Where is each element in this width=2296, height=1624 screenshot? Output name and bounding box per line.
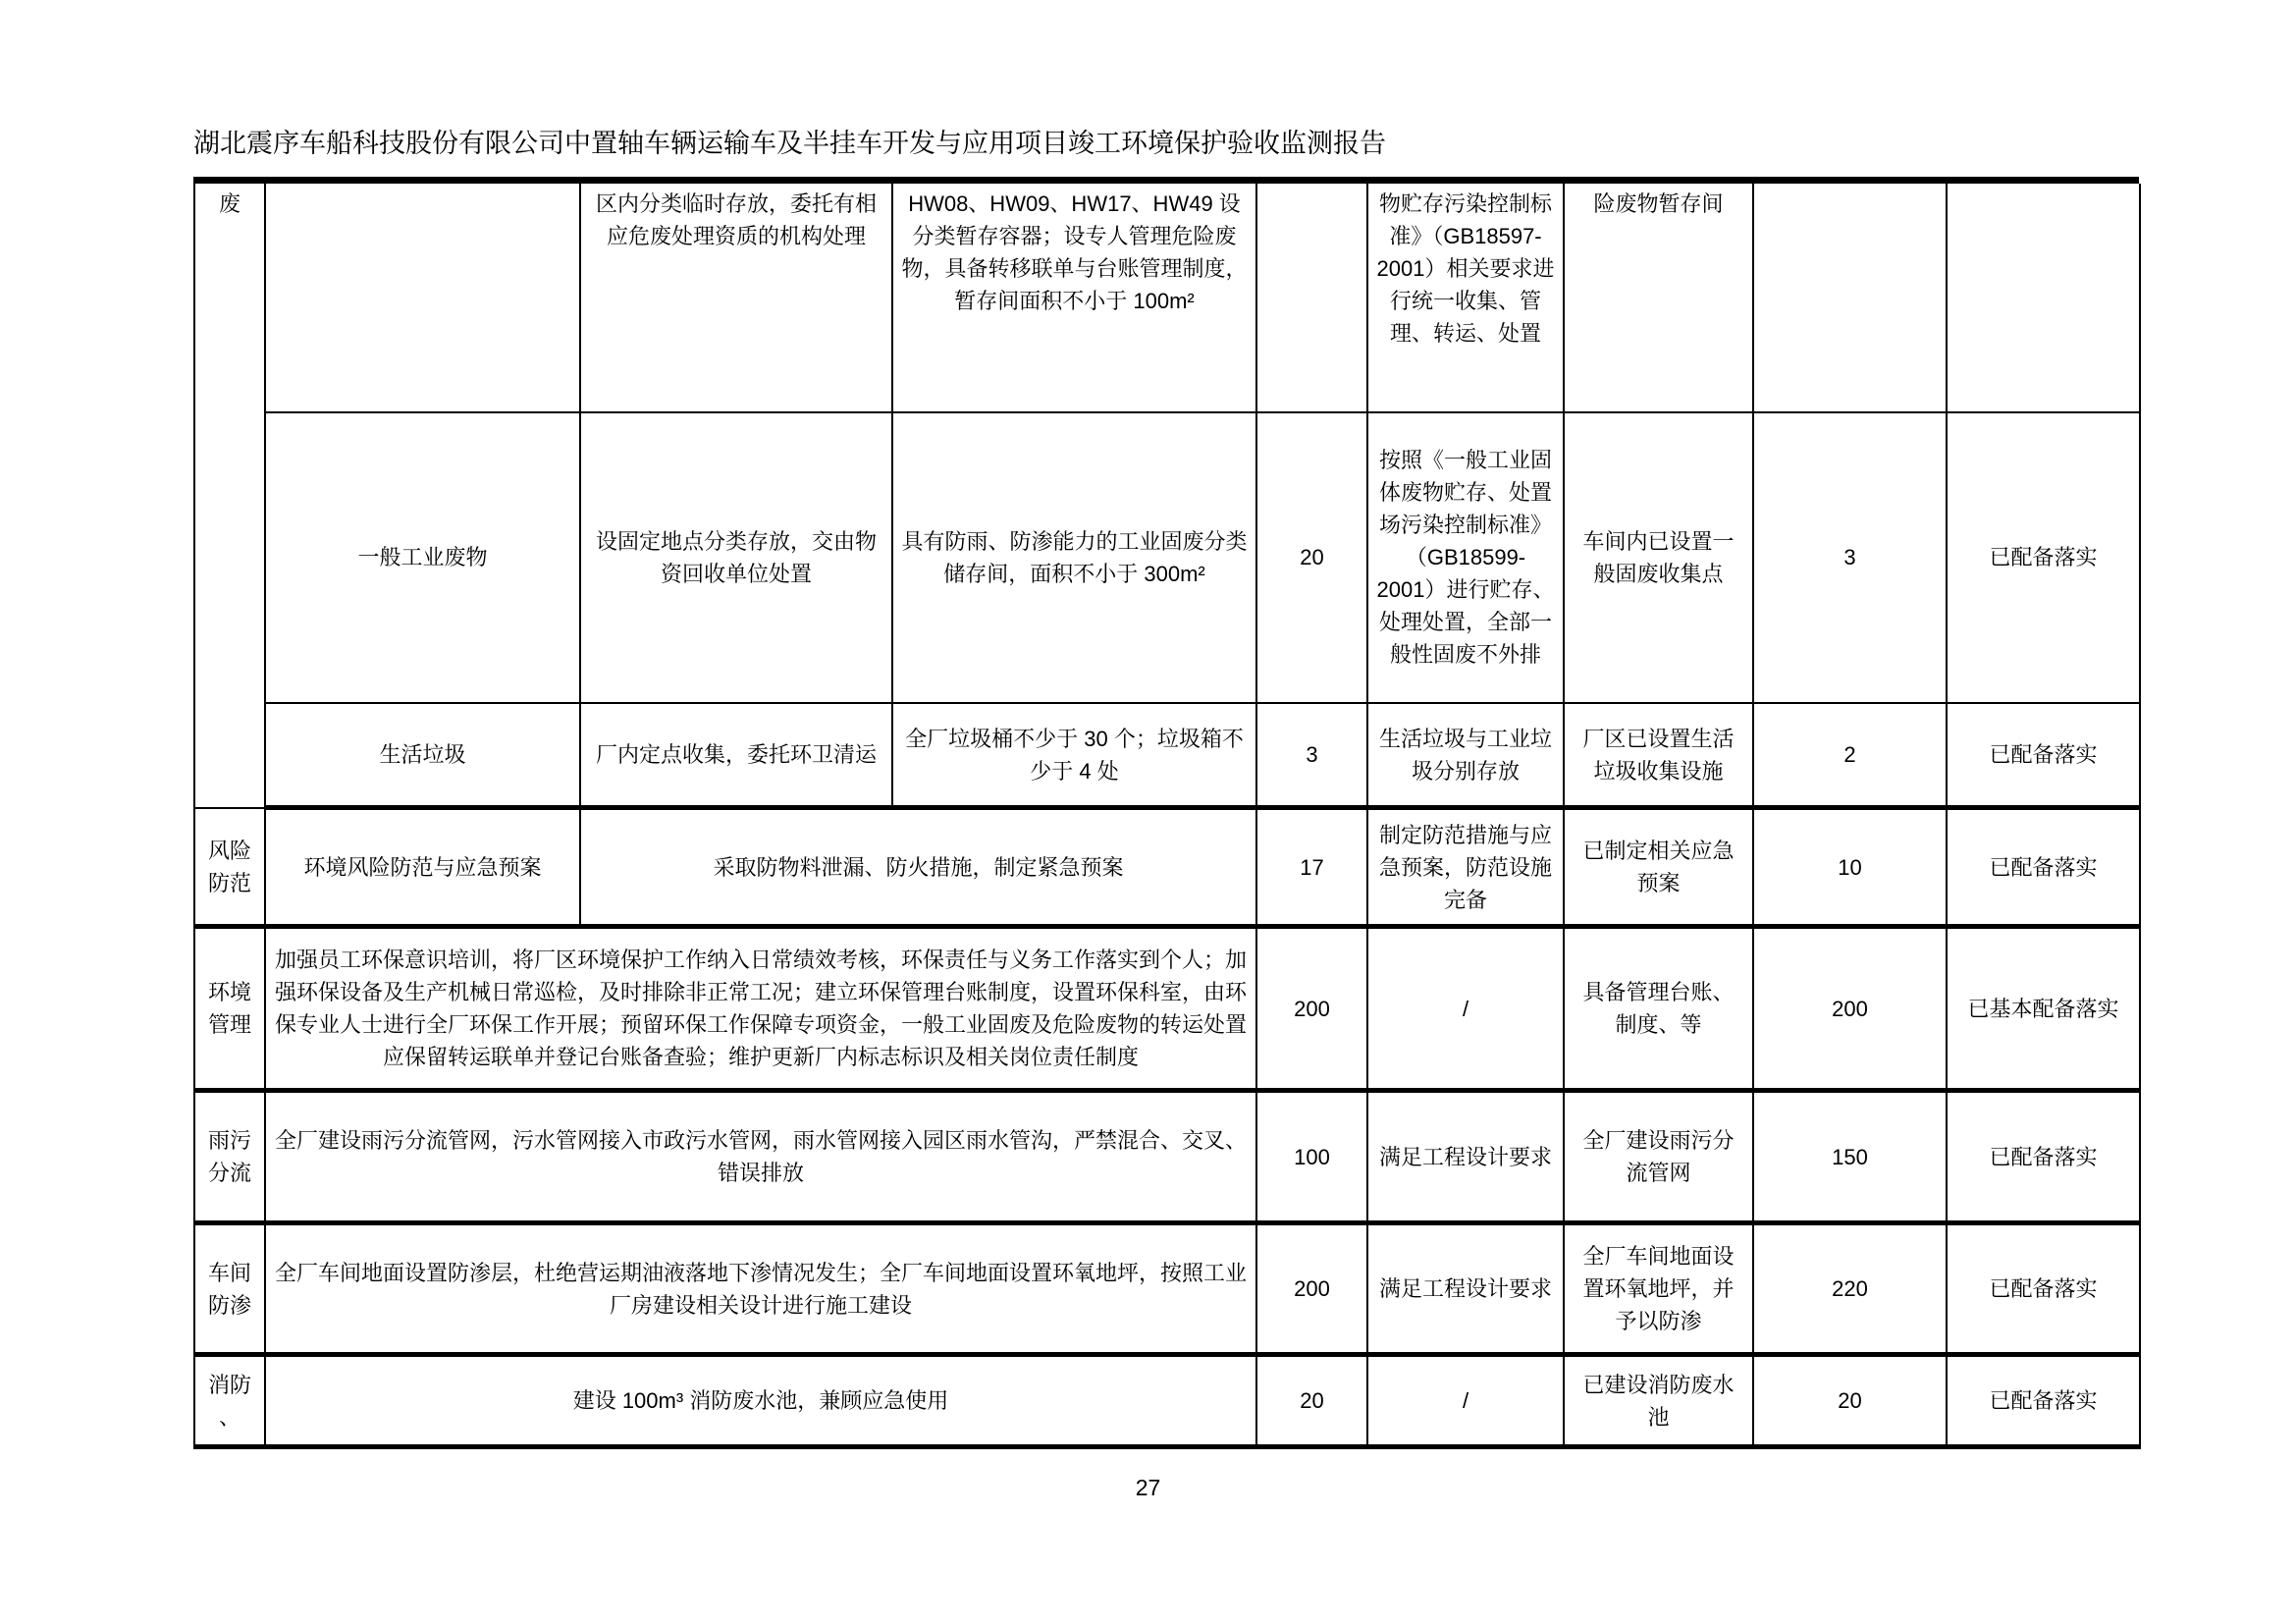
cell-requirement-general-waste: 具有防雨、防渗能力的工业固废分类储存间，面积不小于 300m² [892, 412, 1256, 703]
cell-actual-investment-workshop-antiseepage: 220 [1753, 1223, 1947, 1355]
cell-measure-domestic-garbage: 厂内定点收集，委托环卫清运 [580, 703, 892, 808]
cell-requirement-hazwaste: HW08、HW09、HW17、HW49 设分类暂存容器；设专人管理危险废物，具备转移联单与台账管理制度，暂存间面积不小于 100m² [892, 184, 1256, 412]
cell-acceptance-standard-rain-sewage-diversion: 满足工程设计要求 [1367, 1091, 1564, 1223]
cell-item-hazwaste [265, 184, 580, 412]
cell-status-risk-prevention: 已配备落实 [1947, 808, 2140, 927]
cell-acceptance-standard-fire-protection: / [1367, 1355, 1564, 1447]
page-number: 27 [1135, 1475, 1161, 1500]
cell-actual-investment-hazwaste [1753, 184, 1947, 412]
cell-acceptance-standard-hazwaste: 物贮存污染控制标准》（GB18597-2001）相关要求进行统一收集、管理、转运、处置 [1367, 184, 1564, 412]
cell-actual-investment-env-management: 200 [1753, 927, 1947, 1091]
cell-category-workshop-antiseepage: 车间防渗 [194, 1223, 265, 1355]
cell-actual-investment-general-waste: 3 [1753, 412, 1947, 703]
cell-measure-risk-prevention: 采取防物料泄漏、防火措施，制定紧急预案 [580, 808, 1256, 927]
cell-actual-construction-hazwaste: 险废物暂存间 [1564, 184, 1753, 412]
cell-status-general-waste: 已配备落实 [1947, 412, 2140, 703]
cell-acceptance-standard-workshop-antiseepage: 满足工程设计要求 [1367, 1223, 1564, 1355]
cell-epr-investment-hazwaste [1256, 184, 1367, 412]
cell-epr-investment-rain-sewage-diversion: 100 [1256, 1091, 1367, 1223]
header-divider [193, 177, 2139, 184]
acceptance-monitoring-table [193, 184, 2141, 1450]
cell-requirement-domestic-garbage: 全厂垃圾桶不少于 30 个；垃圾箱不少于 4 处 [892, 703, 1256, 808]
cell-measure-workshop-antiseepage: 全厂车间地面设置防渗层，杜绝营运期油液落地下渗情况发生；全厂车间地面设置环氧地坪，按照工业厂房建设相关设计进行施工建设 [265, 1223, 1256, 1355]
cell-actual-construction-general-waste: 车间内已设置一般固废收集点 [1564, 412, 1753, 703]
cell-actual-construction-risk-prevention: 已制定相关应急预案 [1564, 808, 1753, 927]
cell-actual-construction-env-management: 具备管理台账、制度、等 [1564, 927, 1753, 1091]
cell-actual-investment-rain-sewage-diversion: 150 [1753, 1091, 1947, 1223]
cell-epr-investment-fire-protection: 20 [1256, 1355, 1367, 1447]
cell-actual-investment-fire-protection: 20 [1753, 1355, 1947, 1447]
cell-epr-investment-domestic-garbage: 3 [1256, 703, 1367, 808]
cell-acceptance-standard-env-management: / [1367, 927, 1564, 1091]
cell-category-fire-protection: 消防、 [194, 1355, 265, 1447]
cell-actual-construction-rain-sewage-diversion: 全厂建设雨污分流管网 [1564, 1091, 1753, 1223]
cell-epr-investment-risk-prevention: 17 [1256, 808, 1367, 927]
cell-measure-fire-protection: 建设 100m³ 消防废水池，兼顾应急使用 [265, 1355, 1256, 1447]
cell-acceptance-standard-general-waste: 按照《一般工业固体废物贮存、处置场污染控制标准》（GB18599-2001）进行贮存、处理处置，全部一般性固废不外排 [1367, 412, 1564, 703]
cell-measure-env-management: 加强员工环保意识培训，将厂区环境保护工作纳入日常绩效考核，环保责任与义务工作落实到个人；加强环保设备及生产机械日常巡检，及时排除非正常工况；建立环保管理台账制度，设置环保科室，由环保专业人士进行全厂环保工作开展；预留环保工作保障专项资金，一般工业固废及危险废物的转运处置应保留转运联单并登记台账备查验；维护更新厂内标志标识及相关岗位责任制度 [265, 927, 1256, 1091]
cell-actual-construction-fire-protection: 已建设消防废水池 [1564, 1355, 1753, 1447]
cell-measure-general-waste: 设固定地点分类存放，交由物资回收单位处置 [580, 412, 892, 703]
cell-epr-investment-general-waste: 20 [1256, 412, 1367, 703]
cell-epr-investment-env-management: 200 [1256, 927, 1367, 1091]
report-page-content [193, 128, 2139, 1449]
cell-category-env-management: 环境管理 [194, 927, 265, 1091]
cell-status-env-management: 已基本配备落实 [1947, 927, 2140, 1091]
cell-category-solid-waste: 废 [194, 184, 265, 808]
cell-status-domestic-garbage: 已配备落实 [1947, 703, 2140, 808]
cell-status-fire-protection: 已配备落实 [1947, 1355, 2140, 1447]
cell-actual-construction-workshop-antiseepage: 全厂车间地面设置环氧地坪，并予以防渗 [1564, 1223, 1753, 1355]
report-header-title: 湖北震序车船科技股份有限公司中置轴车辆运输车及半挂车开发与应用项目竣工环境保护验收监测报告 [193, 129, 1386, 158]
cell-measure-hazwaste: 区内分类临时存放，委托有相应危废处理资质的机构处理 [580, 184, 892, 412]
cell-epr-investment-workshop-antiseepage: 200 [1256, 1223, 1367, 1355]
cell-acceptance-standard-domestic-garbage: 生活垃圾与工业垃圾分别存放 [1367, 703, 1564, 808]
cell-category-risk-prevention: 风险防范 [194, 808, 265, 927]
cell-status-rain-sewage-diversion: 已配备落实 [1947, 1091, 2140, 1223]
cell-item-risk-prevention: 环境风险防范与应急预案 [265, 808, 580, 927]
cell-actual-construction-domestic-garbage: 厂区已设置生活垃圾收集设施 [1564, 703, 1753, 808]
cell-status-hazwaste [1947, 184, 2140, 412]
cell-actual-investment-risk-prevention: 10 [1753, 808, 1947, 927]
cell-actual-investment-domestic-garbage: 2 [1753, 703, 1947, 808]
cell-category-rain-sewage-diversion: 雨污分流 [194, 1091, 265, 1223]
cell-status-workshop-antiseepage: 已配备落实 [1947, 1223, 2140, 1355]
cell-item-general-waste: 一般工业废物 [265, 412, 580, 703]
cell-item-domestic-garbage: 生活垃圾 [265, 703, 580, 808]
cell-acceptance-standard-risk-prevention: 制定防范措施与应急预案，防范设施完备 [1367, 808, 1564, 927]
cell-measure-rain-sewage-diversion: 全厂建设雨污分流管网，污水管网接入市政污水管网，雨水管网接入园区雨水管沟，严禁混合、交叉、错误排放 [265, 1091, 1256, 1223]
